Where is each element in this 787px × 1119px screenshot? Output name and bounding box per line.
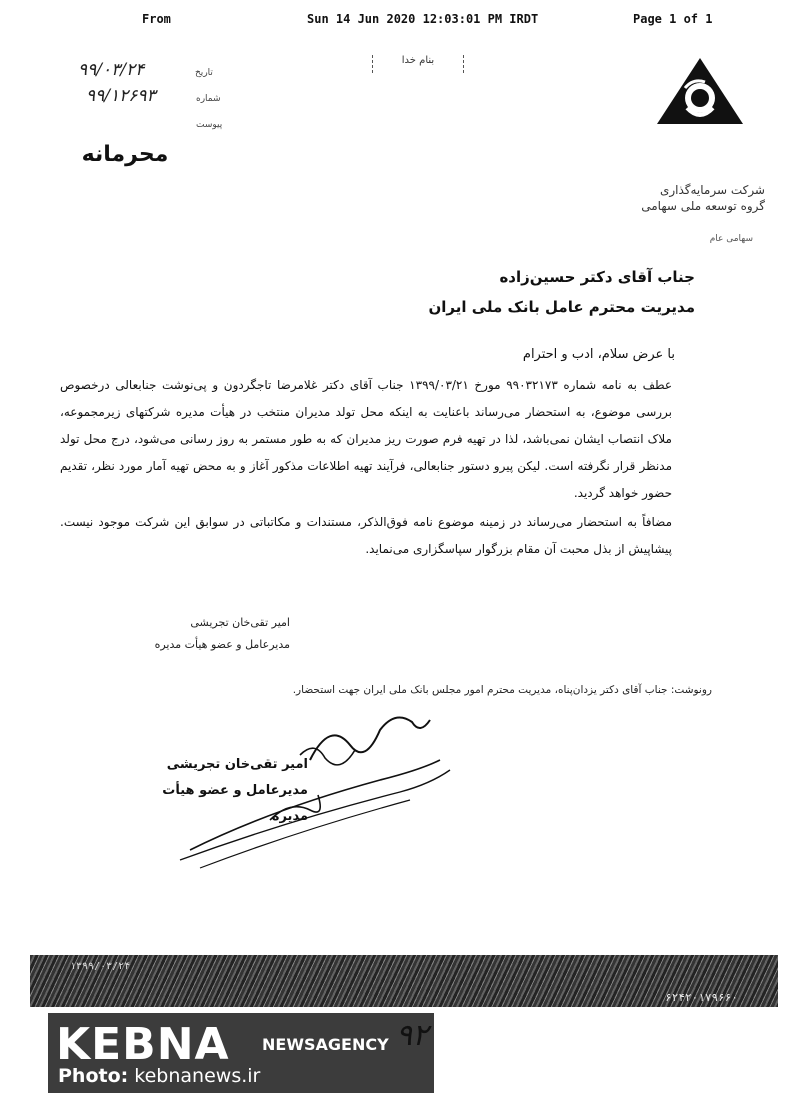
handwritten-number: ۹۲: [396, 1018, 429, 1053]
watermark-agency: NEWSAGENCY: [262, 1035, 389, 1054]
number-label: شماره: [196, 94, 221, 104]
bismillah: بنام خدا: [372, 55, 464, 73]
date-label: تاریخ: [195, 68, 213, 78]
watermark-site: kebnanews.ir: [134, 1065, 261, 1087]
confidential-label: محرمانه: [81, 142, 169, 167]
recipient-line2: مدیریت محترم عامل بانک ملی ایران: [428, 298, 695, 316]
number-value: ۹۹/۱۲۶۹۳: [86, 86, 156, 106]
fax-datetime: Sun 14 Jun 2020 12:03:01 PM IRDT: [307, 12, 539, 26]
attachment-label: پیوست: [196, 120, 223, 130]
cc-line: رونوشت: جناب آقای دکتر یزدان‌پناه، مدیریت محترم امور مجلس بانک ملی ایران جهت استحضار.: [292, 684, 712, 696]
company-sub: سهامی عام: [709, 234, 753, 244]
kebna-watermark: [48, 1013, 434, 1093]
letter-body: [60, 372, 672, 563]
fax-page: Page 1 of 1: [633, 12, 713, 26]
company-name-line1: شرکت سرمایه‌گذاری: [659, 183, 765, 197]
watermark-brand: KEBNA: [56, 1019, 230, 1070]
signatory-block: [150, 612, 290, 656]
date-value: ۹۹/۰۳/۲۴: [78, 60, 145, 80]
body-paragraph-1: عطف به نامه شماره ۹۹۰۳۲۱۷۳ مورخ ۱۳۹۹/۰۳/۲۱ جناب آقای دکتر غلامرضا تاجگردون و پی‌نوشت جنابعالی درخصوص بررسی موضوع، به استحضار می‌رساند باعنایت به اینکه محل تولد مدیران منتخب در هیأت مدیره شرکتهای زیرمجموعه، ملاک انتصاب ایشان نمی‌باشد، لذا در تهیه فرم صورت ریز مدیران که به طور مستمر به روز رسانی می‌شود، درج محل تولد مدنظر قرار نگرفته است. لیکن پیرو دستور جنابعالی، فرآیند تهیه اطلاعات مذکور آغاز و به محض تهیه آمار مورد نظر، تقدیم حضور خواهد گردید.: [60, 378, 673, 500]
fax-noise-band: [30, 955, 778, 1007]
stamp-signatory-block: [138, 752, 308, 830]
band-number: ۶۲۴۲۰۱۷۹۶۶۰: [665, 991, 738, 1004]
signatory-title: مدیرعامل و عضو هیأت مدیره: [154, 638, 290, 651]
greeting: با عرض سلام، ادب و احترام: [522, 347, 675, 362]
letterhead-logo-block: [605, 52, 765, 244]
stamp-signatory-title: مدیرعامل و عضو هیأت مدیره: [162, 783, 308, 824]
stamp-signatory-name: امیر تقی‌خان تجریشی: [166, 757, 308, 772]
watermark-photo: [58, 1065, 260, 1087]
watermark-photo-label: Photo:: [58, 1065, 129, 1087]
company-name: [605, 182, 765, 214]
recipient-line1: جناب آقای دکتر حسین‌زاده: [499, 268, 695, 286]
body-paragraph-2: مضافاً به استحضار می‌رساند در زمینه موضوع نامه فوق‌الذکر، مستندات و مکاتباتی در سوابق این شرکت موجود نیست. پیشاپیش از بذل محبت آن مقام بزرگوار سپاسگزاری می‌نماید.: [60, 515, 672, 556]
band-date: ۱۳۹۹/۰۳/۲۴: [70, 961, 131, 972]
company-name-line2: گروه توسعه ملی سهامی: [641, 199, 765, 213]
fax-from: From: [142, 12, 171, 26]
signatory-name: امیر تقی‌خان تجریشی: [190, 616, 290, 629]
fax-header: [0, 8, 787, 30]
